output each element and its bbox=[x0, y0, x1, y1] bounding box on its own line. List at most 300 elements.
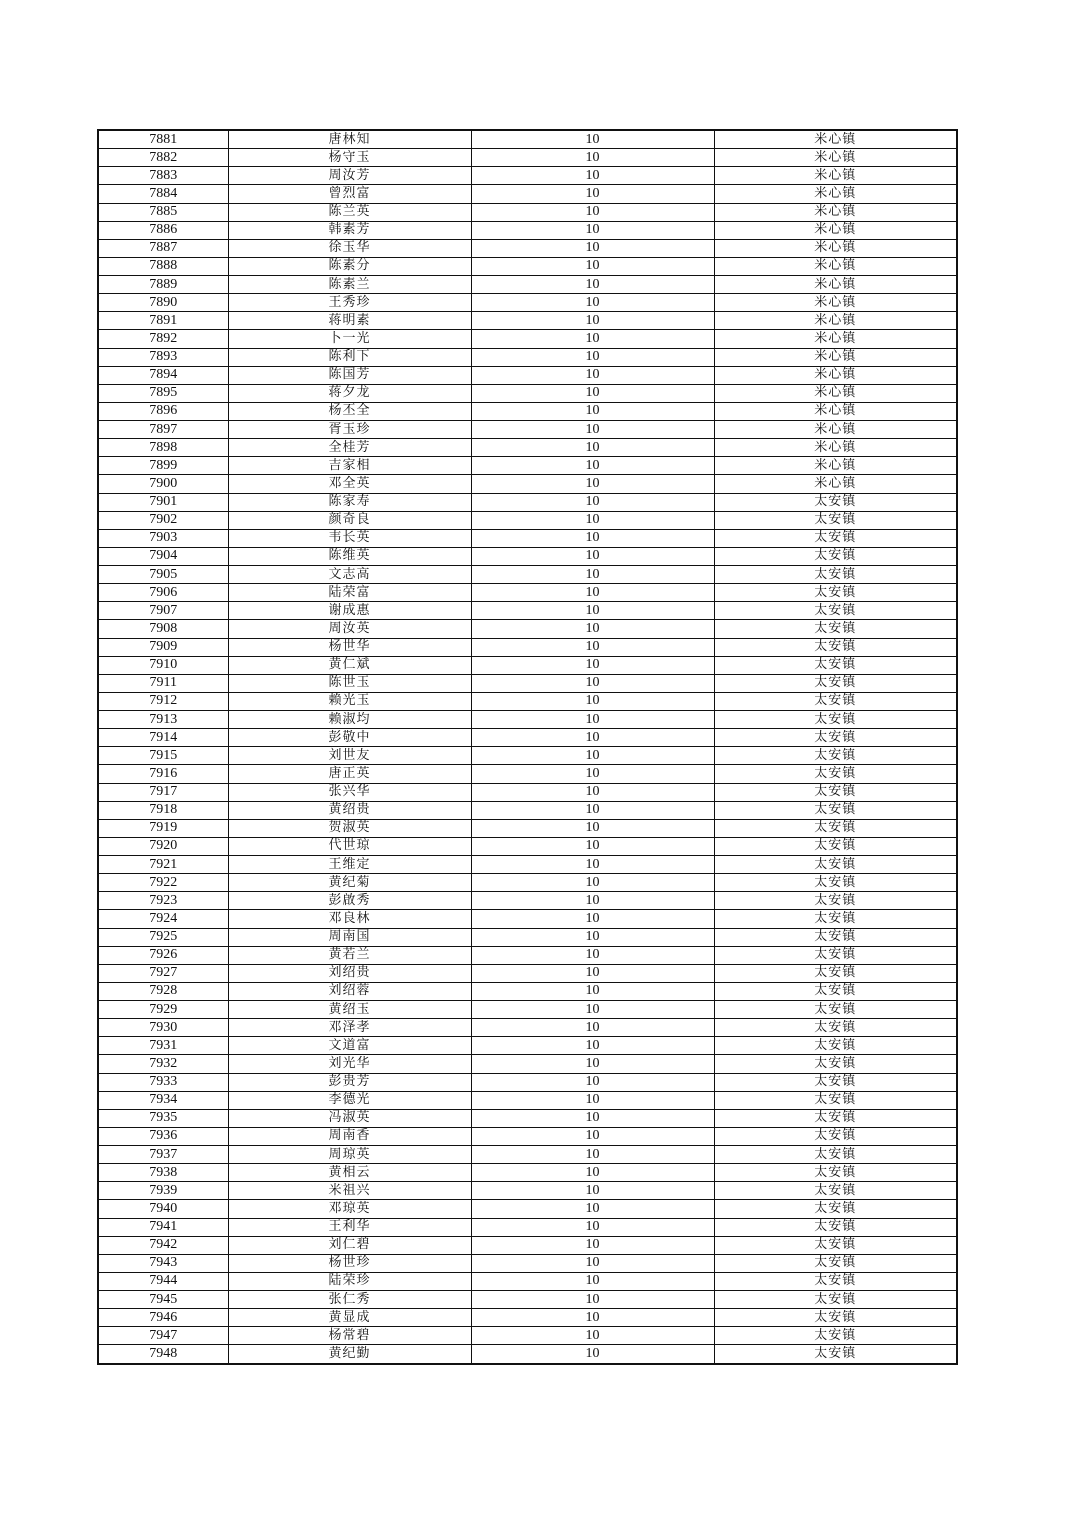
amount-cell: 10 bbox=[471, 1182, 714, 1200]
name-cell: 陈素兰 bbox=[228, 276, 471, 294]
table-row bbox=[98, 294, 957, 312]
town-cell: 太安镇 bbox=[714, 1327, 957, 1345]
town-cell: 太安镇 bbox=[714, 638, 957, 656]
name-cell: 邓全英 bbox=[228, 475, 471, 493]
row-number-cell: 7946 bbox=[98, 1309, 228, 1327]
town-cell: 米心镇 bbox=[714, 330, 957, 348]
town-cell: 太安镇 bbox=[714, 1236, 957, 1254]
table-row bbox=[98, 547, 957, 565]
name-cell: 文志高 bbox=[228, 566, 471, 584]
amount-cell: 10 bbox=[471, 130, 714, 149]
town-cell: 米心镇 bbox=[714, 402, 957, 420]
town-cell: 太安镇 bbox=[714, 783, 957, 801]
table-row bbox=[98, 529, 957, 547]
row-number-cell: 7886 bbox=[98, 221, 228, 239]
name-cell: 刘世友 bbox=[228, 747, 471, 765]
row-number-cell: 7892 bbox=[98, 330, 228, 348]
row-number-cell: 7923 bbox=[98, 892, 228, 910]
table-row bbox=[98, 801, 957, 819]
row-number-cell: 7908 bbox=[98, 620, 228, 638]
row-number-cell: 7931 bbox=[98, 1037, 228, 1055]
amount-cell: 10 bbox=[471, 892, 714, 910]
name-cell: 蒋明素 bbox=[228, 312, 471, 330]
name-cell: 黄相云 bbox=[228, 1164, 471, 1182]
table-row bbox=[98, 674, 957, 692]
town-cell: 米心镇 bbox=[714, 348, 957, 366]
amount-cell: 10 bbox=[471, 547, 714, 565]
row-number-cell: 7898 bbox=[98, 439, 228, 457]
table-row bbox=[98, 566, 957, 584]
amount-cell: 10 bbox=[471, 457, 714, 475]
name-cell: 刘光华 bbox=[228, 1055, 471, 1073]
amount-cell: 10 bbox=[471, 1254, 714, 1272]
name-cell: 李德光 bbox=[228, 1091, 471, 1109]
row-number-cell: 7921 bbox=[98, 856, 228, 874]
town-cell: 米心镇 bbox=[714, 439, 957, 457]
town-cell: 太安镇 bbox=[714, 801, 957, 819]
name-cell: 王秀珍 bbox=[228, 294, 471, 312]
name-cell: 周琼英 bbox=[228, 1146, 471, 1164]
table-row bbox=[98, 1200, 957, 1218]
amount-cell: 10 bbox=[471, 674, 714, 692]
table-row bbox=[98, 620, 957, 638]
name-cell: 黄纪勤 bbox=[228, 1345, 471, 1364]
row-number-cell: 7915 bbox=[98, 747, 228, 765]
table-row bbox=[98, 276, 957, 294]
table-row bbox=[98, 239, 957, 257]
data-table bbox=[97, 129, 958, 1365]
table-row bbox=[98, 1182, 957, 1200]
table-row bbox=[98, 384, 957, 402]
town-cell: 太安镇 bbox=[714, 1164, 957, 1182]
town-cell: 太安镇 bbox=[714, 656, 957, 674]
table-row bbox=[98, 837, 957, 855]
row-number-cell: 7941 bbox=[98, 1218, 228, 1236]
table-row bbox=[98, 221, 957, 239]
name-cell: 杨丕全 bbox=[228, 402, 471, 420]
table-row bbox=[98, 928, 957, 946]
amount-cell: 10 bbox=[471, 819, 714, 837]
town-cell: 米心镇 bbox=[714, 421, 957, 439]
town-cell: 太安镇 bbox=[714, 982, 957, 1000]
name-cell: 赖淑均 bbox=[228, 711, 471, 729]
name-cell: 张兴华 bbox=[228, 783, 471, 801]
amount-cell: 10 bbox=[471, 276, 714, 294]
town-cell: 米心镇 bbox=[714, 294, 957, 312]
town-cell: 米心镇 bbox=[714, 475, 957, 493]
row-number-cell: 7926 bbox=[98, 946, 228, 964]
table-row bbox=[98, 1309, 957, 1327]
amount-cell: 10 bbox=[471, 620, 714, 638]
town-cell: 米心镇 bbox=[714, 276, 957, 294]
amount-cell: 10 bbox=[471, 511, 714, 529]
name-cell: 王利华 bbox=[228, 1218, 471, 1236]
town-cell: 太安镇 bbox=[714, 1309, 957, 1327]
table-row bbox=[98, 312, 957, 330]
row-number-cell: 7887 bbox=[98, 239, 228, 257]
row-number-cell: 7932 bbox=[98, 1055, 228, 1073]
amount-cell: 10 bbox=[471, 711, 714, 729]
amount-cell: 10 bbox=[471, 928, 714, 946]
row-number-cell: 7911 bbox=[98, 674, 228, 692]
name-cell: 韦长英 bbox=[228, 529, 471, 547]
amount-cell: 10 bbox=[471, 765, 714, 783]
table-row bbox=[98, 1345, 957, 1364]
name-cell: 张仁秀 bbox=[228, 1291, 471, 1309]
town-cell: 米心镇 bbox=[714, 221, 957, 239]
table-row bbox=[98, 1073, 957, 1091]
name-cell: 黄纪菊 bbox=[228, 874, 471, 892]
table-row bbox=[98, 1272, 957, 1290]
name-cell: 黄绍贵 bbox=[228, 801, 471, 819]
name-cell: 周南国 bbox=[228, 928, 471, 946]
town-cell: 太安镇 bbox=[714, 1109, 957, 1127]
town-cell: 米心镇 bbox=[714, 257, 957, 275]
table-row bbox=[98, 185, 957, 203]
town-cell: 太安镇 bbox=[714, 1272, 957, 1290]
town-cell: 太安镇 bbox=[714, 946, 957, 964]
amount-cell: 10 bbox=[471, 1127, 714, 1145]
town-cell: 太安镇 bbox=[714, 1254, 957, 1272]
table-row bbox=[98, 167, 957, 185]
row-number-cell: 7883 bbox=[98, 167, 228, 185]
amount-cell: 10 bbox=[471, 330, 714, 348]
town-cell: 太安镇 bbox=[714, 711, 957, 729]
amount-cell: 10 bbox=[471, 1345, 714, 1364]
amount-cell: 10 bbox=[471, 203, 714, 221]
row-number-cell: 7881 bbox=[98, 130, 228, 149]
town-cell: 米心镇 bbox=[714, 203, 957, 221]
table-row bbox=[98, 856, 957, 874]
row-number-cell: 7919 bbox=[98, 819, 228, 837]
table-row bbox=[98, 493, 957, 511]
row-number-cell: 7891 bbox=[98, 312, 228, 330]
name-cell: 贺淑英 bbox=[228, 819, 471, 837]
town-cell: 太安镇 bbox=[714, 874, 957, 892]
name-cell: 黄显成 bbox=[228, 1309, 471, 1327]
town-cell: 米心镇 bbox=[714, 366, 957, 384]
amount-cell: 10 bbox=[471, 167, 714, 185]
amount-cell: 10 bbox=[471, 421, 714, 439]
amount-cell: 10 bbox=[471, 402, 714, 420]
town-cell: 太安镇 bbox=[714, 892, 957, 910]
town-cell: 太安镇 bbox=[714, 964, 957, 982]
row-number-cell: 7906 bbox=[98, 584, 228, 602]
town-cell: 太安镇 bbox=[714, 1091, 957, 1109]
row-number-cell: 7925 bbox=[98, 928, 228, 946]
table-row bbox=[98, 964, 957, 982]
table-row bbox=[98, 910, 957, 928]
amount-cell: 10 bbox=[471, 1109, 714, 1127]
town-cell: 太安镇 bbox=[714, 1291, 957, 1309]
table-row bbox=[98, 584, 957, 602]
table-row bbox=[98, 348, 957, 366]
name-cell: 黄仁斌 bbox=[228, 656, 471, 674]
table-row bbox=[98, 402, 957, 420]
table-row bbox=[98, 1291, 957, 1309]
amount-cell: 10 bbox=[471, 1272, 714, 1290]
row-number-cell: 7930 bbox=[98, 1019, 228, 1037]
row-number-cell: 7934 bbox=[98, 1091, 228, 1109]
name-cell: 谢成惠 bbox=[228, 602, 471, 620]
town-cell: 太安镇 bbox=[714, 1019, 957, 1037]
name-cell: 吉家相 bbox=[228, 457, 471, 475]
name-cell: 周汝英 bbox=[228, 620, 471, 638]
row-number-cell: 7894 bbox=[98, 366, 228, 384]
name-cell: 唐林知 bbox=[228, 130, 471, 149]
row-number-cell: 7899 bbox=[98, 457, 228, 475]
town-cell: 太安镇 bbox=[714, 1055, 957, 1073]
table-row bbox=[98, 1127, 957, 1145]
amount-cell: 10 bbox=[471, 783, 714, 801]
name-cell: 曾烈富 bbox=[228, 185, 471, 203]
name-cell: 杨世珍 bbox=[228, 1254, 471, 1272]
amount-cell: 10 bbox=[471, 1327, 714, 1345]
row-number-cell: 7933 bbox=[98, 1073, 228, 1091]
name-cell: 邓良林 bbox=[228, 910, 471, 928]
name-cell: 刘仁碧 bbox=[228, 1236, 471, 1254]
amount-cell: 10 bbox=[471, 747, 714, 765]
row-number-cell: 7905 bbox=[98, 566, 228, 584]
row-number-cell: 7904 bbox=[98, 547, 228, 565]
table-row bbox=[98, 421, 957, 439]
amount-cell: 10 bbox=[471, 239, 714, 257]
name-cell: 陈家寿 bbox=[228, 493, 471, 511]
name-cell: 邓琼英 bbox=[228, 1200, 471, 1218]
table-row bbox=[98, 511, 957, 529]
town-cell: 太安镇 bbox=[714, 493, 957, 511]
town-cell: 太安镇 bbox=[714, 1073, 957, 1091]
town-cell: 太安镇 bbox=[714, 1146, 957, 1164]
row-number-cell: 7893 bbox=[98, 348, 228, 366]
amount-cell: 10 bbox=[471, 1146, 714, 1164]
table-row bbox=[98, 783, 957, 801]
name-cell: 韩素芳 bbox=[228, 221, 471, 239]
row-number-cell: 7924 bbox=[98, 910, 228, 928]
amount-cell: 10 bbox=[471, 475, 714, 493]
table-row bbox=[98, 1019, 957, 1037]
amount-cell: 10 bbox=[471, 964, 714, 982]
row-number-cell: 7935 bbox=[98, 1109, 228, 1127]
row-number-cell: 7901 bbox=[98, 493, 228, 511]
row-number-cell: 7900 bbox=[98, 475, 228, 493]
amount-cell: 10 bbox=[471, 946, 714, 964]
row-number-cell: 7929 bbox=[98, 1001, 228, 1019]
name-cell: 唐正英 bbox=[228, 765, 471, 783]
amount-cell: 10 bbox=[471, 1164, 714, 1182]
amount-cell: 10 bbox=[471, 1055, 714, 1073]
town-cell: 太安镇 bbox=[714, 511, 957, 529]
name-cell: 卜一光 bbox=[228, 330, 471, 348]
row-number-cell: 7945 bbox=[98, 1291, 228, 1309]
amount-cell: 10 bbox=[471, 692, 714, 710]
town-cell: 太安镇 bbox=[714, 692, 957, 710]
name-cell: 陈世玉 bbox=[228, 674, 471, 692]
table-row bbox=[98, 475, 957, 493]
amount-cell: 10 bbox=[471, 856, 714, 874]
table-row bbox=[98, 729, 957, 747]
amount-cell: 10 bbox=[471, 1309, 714, 1327]
row-number-cell: 7907 bbox=[98, 602, 228, 620]
table-row bbox=[98, 638, 957, 656]
row-number-cell: 7922 bbox=[98, 874, 228, 892]
town-cell: 太安镇 bbox=[714, 547, 957, 565]
row-number-cell: 7897 bbox=[98, 421, 228, 439]
amount-cell: 10 bbox=[471, 529, 714, 547]
town-cell: 米心镇 bbox=[714, 457, 957, 475]
row-number-cell: 7903 bbox=[98, 529, 228, 547]
name-cell: 文道富 bbox=[228, 1037, 471, 1055]
town-cell: 太安镇 bbox=[714, 674, 957, 692]
amount-cell: 10 bbox=[471, 602, 714, 620]
row-number-cell: 7902 bbox=[98, 511, 228, 529]
town-cell: 太安镇 bbox=[714, 1037, 957, 1055]
table-row bbox=[98, 692, 957, 710]
table-body bbox=[98, 130, 957, 1364]
table-row bbox=[98, 1164, 957, 1182]
table-row bbox=[98, 1254, 957, 1272]
table-row bbox=[98, 946, 957, 964]
row-number-cell: 7940 bbox=[98, 1200, 228, 1218]
row-number-cell: 7937 bbox=[98, 1146, 228, 1164]
amount-cell: 10 bbox=[471, 982, 714, 1000]
row-number-cell: 7890 bbox=[98, 294, 228, 312]
row-number-cell: 7912 bbox=[98, 692, 228, 710]
amount-cell: 10 bbox=[471, 656, 714, 674]
row-number-cell: 7943 bbox=[98, 1254, 228, 1272]
name-cell: 冯淑英 bbox=[228, 1109, 471, 1127]
name-cell: 颜奇良 bbox=[228, 511, 471, 529]
table-row bbox=[98, 330, 957, 348]
amount-cell: 10 bbox=[471, 566, 714, 584]
town-cell: 太安镇 bbox=[714, 747, 957, 765]
name-cell: 代世琼 bbox=[228, 837, 471, 855]
row-number-cell: 7889 bbox=[98, 276, 228, 294]
amount-cell: 10 bbox=[471, 294, 714, 312]
table-row bbox=[98, 1236, 957, 1254]
row-number-cell: 7913 bbox=[98, 711, 228, 729]
table-row bbox=[98, 1055, 957, 1073]
name-cell: 彭敬中 bbox=[228, 729, 471, 747]
row-number-cell: 7918 bbox=[98, 801, 228, 819]
row-number-cell: 7928 bbox=[98, 982, 228, 1000]
row-number-cell: 7920 bbox=[98, 837, 228, 855]
name-cell: 胥玉珍 bbox=[228, 421, 471, 439]
row-number-cell: 7909 bbox=[98, 638, 228, 656]
name-cell: 陆荣富 bbox=[228, 584, 471, 602]
table-row bbox=[98, 130, 957, 149]
name-cell: 陈维英 bbox=[228, 547, 471, 565]
name-cell: 杨守玉 bbox=[228, 149, 471, 167]
town-cell: 米心镇 bbox=[714, 239, 957, 257]
town-cell: 太安镇 bbox=[714, 765, 957, 783]
row-number-cell: 7888 bbox=[98, 257, 228, 275]
row-number-cell: 7939 bbox=[98, 1182, 228, 1200]
table-row bbox=[98, 1001, 957, 1019]
amount-cell: 10 bbox=[471, 1073, 714, 1091]
table-row bbox=[98, 982, 957, 1000]
row-number-cell: 7947 bbox=[98, 1327, 228, 1345]
name-cell: 全桂芳 bbox=[228, 439, 471, 457]
amount-cell: 10 bbox=[471, 221, 714, 239]
table-row bbox=[98, 602, 957, 620]
town-cell: 太安镇 bbox=[714, 620, 957, 638]
amount-cell: 10 bbox=[471, 1218, 714, 1236]
table-row bbox=[98, 1091, 957, 1109]
name-cell: 陈素分 bbox=[228, 257, 471, 275]
table-row bbox=[98, 711, 957, 729]
name-cell: 陈利下 bbox=[228, 348, 471, 366]
amount-cell: 10 bbox=[471, 1019, 714, 1037]
name-cell: 周汝芳 bbox=[228, 167, 471, 185]
row-number-cell: 7884 bbox=[98, 185, 228, 203]
town-cell: 太安镇 bbox=[714, 910, 957, 928]
amount-cell: 10 bbox=[471, 493, 714, 511]
amount-cell: 10 bbox=[471, 837, 714, 855]
name-cell: 刘绍蓉 bbox=[228, 982, 471, 1000]
town-cell: 米心镇 bbox=[714, 167, 957, 185]
town-cell: 太安镇 bbox=[714, 602, 957, 620]
town-cell: 米心镇 bbox=[714, 130, 957, 149]
row-number-cell: 7948 bbox=[98, 1345, 228, 1364]
town-cell: 太安镇 bbox=[714, 1001, 957, 1019]
name-cell: 杨常碧 bbox=[228, 1327, 471, 1345]
table-row bbox=[98, 439, 957, 457]
table-row bbox=[98, 1218, 957, 1236]
amount-cell: 10 bbox=[471, 910, 714, 928]
row-number-cell: 7885 bbox=[98, 203, 228, 221]
row-number-cell: 7896 bbox=[98, 402, 228, 420]
name-cell: 黄绍玉 bbox=[228, 1001, 471, 1019]
row-number-cell: 7882 bbox=[98, 149, 228, 167]
amount-cell: 10 bbox=[471, 384, 714, 402]
table-row bbox=[98, 1146, 957, 1164]
name-cell: 王维定 bbox=[228, 856, 471, 874]
town-cell: 太安镇 bbox=[714, 1218, 957, 1236]
town-cell: 太安镇 bbox=[714, 584, 957, 602]
amount-cell: 10 bbox=[471, 257, 714, 275]
name-cell: 蒋夕龙 bbox=[228, 384, 471, 402]
table-row bbox=[98, 149, 957, 167]
town-cell: 太安镇 bbox=[714, 729, 957, 747]
table-row bbox=[98, 656, 957, 674]
name-cell: 黄若兰 bbox=[228, 946, 471, 964]
table-row bbox=[98, 1327, 957, 1345]
town-cell: 米心镇 bbox=[714, 185, 957, 203]
amount-cell: 10 bbox=[471, 312, 714, 330]
amount-cell: 10 bbox=[471, 801, 714, 819]
name-cell: 陆荣珍 bbox=[228, 1272, 471, 1290]
name-cell: 彭啟秀 bbox=[228, 892, 471, 910]
amount-cell: 10 bbox=[471, 185, 714, 203]
town-cell: 米心镇 bbox=[714, 312, 957, 330]
town-cell: 太安镇 bbox=[714, 928, 957, 946]
name-cell: 周南香 bbox=[228, 1127, 471, 1145]
amount-cell: 10 bbox=[471, 439, 714, 457]
table-row bbox=[98, 1037, 957, 1055]
amount-cell: 10 bbox=[471, 729, 714, 747]
table-row bbox=[98, 457, 957, 475]
town-cell: 太安镇 bbox=[714, 1127, 957, 1145]
town-cell: 太安镇 bbox=[714, 819, 957, 837]
table-row bbox=[98, 892, 957, 910]
row-number-cell: 7944 bbox=[98, 1272, 228, 1290]
row-number-cell: 7936 bbox=[98, 1127, 228, 1145]
row-number-cell: 7914 bbox=[98, 729, 228, 747]
name-cell: 陈兰英 bbox=[228, 203, 471, 221]
amount-cell: 10 bbox=[471, 1091, 714, 1109]
row-number-cell: 7917 bbox=[98, 783, 228, 801]
